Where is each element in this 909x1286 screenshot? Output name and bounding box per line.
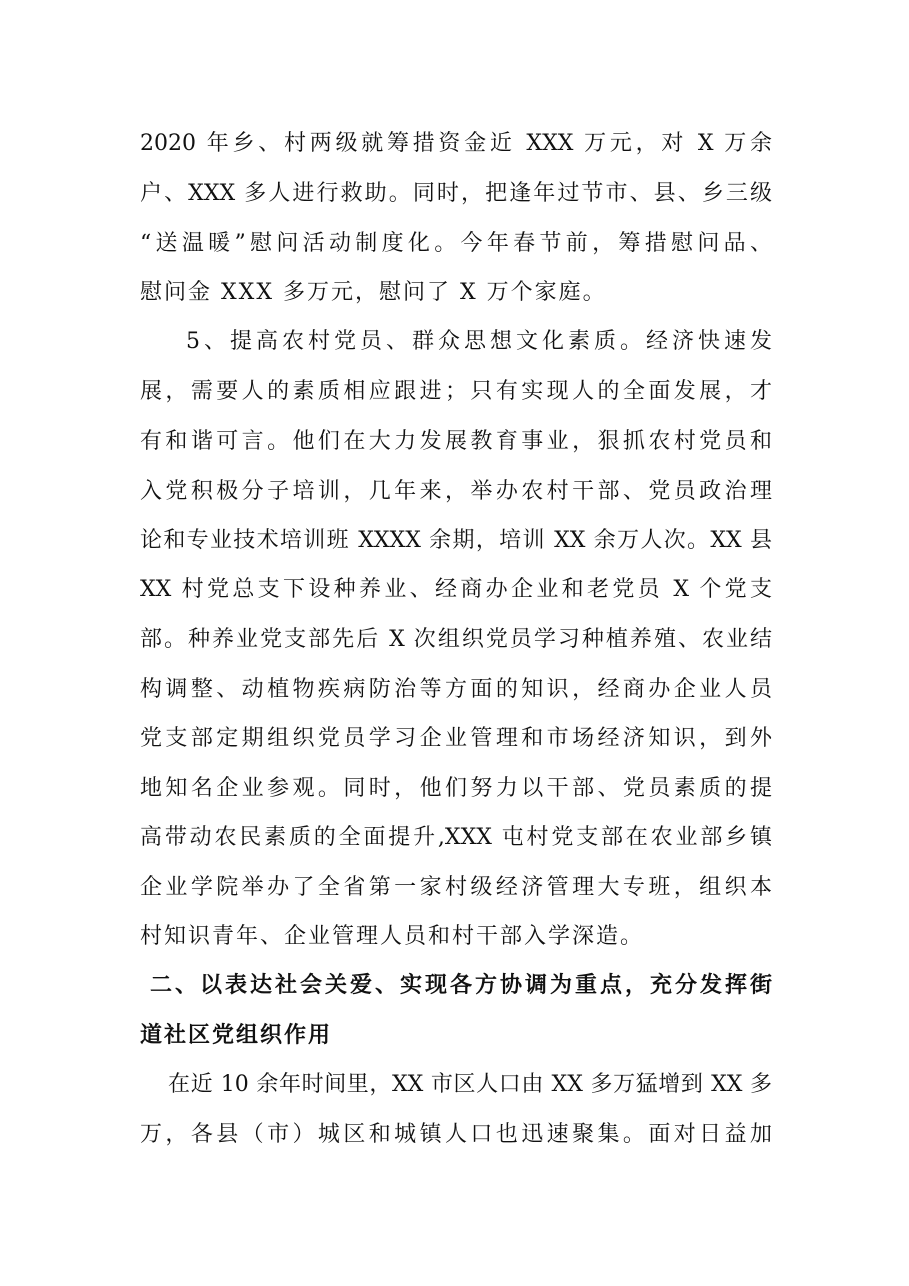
text-line: 党支部定期组织党员学习企业管理和市场经济知识，到外: [140, 726, 772, 751]
text-line: 入党积极分子培训，几年来，举办农村干部、党员政治理: [140, 479, 772, 504]
section-heading: 道社区党组织作用: [140, 1023, 333, 1048]
paragraph-first-line: 5、提高农村党员、群众思想文化素质。经济快速发: [186, 329, 772, 354]
text-line: 部。种养业党支部先后 X 次组织党员学习种植养殖、农业结: [140, 627, 772, 652]
paragraph-first-line: 在近 10 余年时间里，XX 市区人口由 XX 多万猛增到 XX 多: [168, 1072, 772, 1097]
text-line: 高带动农民素质的全面提升,XXX 屯村党支部在农业部乡镇: [140, 825, 772, 850]
text-line: 万，各县（市）城区和城镇人口也迅速聚集。面对日益加: [140, 1122, 772, 1147]
text-line: 慰问金 XXX 多万元，慰问了 X 万个家庭。: [140, 280, 607, 305]
text-line: XX 村党总支下设种养业、经商办企业和老党员 X 个党支: [140, 577, 772, 602]
text-line: 地知名企业参观。同时，他们努力以干部、党员素质的提: [140, 776, 772, 801]
text-line: “送温暖”慰问活动制度化。今年春节前，筹措慰问品、: [140, 231, 772, 256]
section-heading: 二、以表达社会关爱、实现各方协调为重点，充分发挥街: [150, 973, 772, 998]
text-line: 2020 年乡、村两级就筹措资金近 XXX 万元，对 X 万余: [140, 131, 772, 156]
text-line: 论和专业技术培训班 XXXX 余期，培训 XX 余万人次。XX 县: [140, 528, 772, 553]
text-line: 有和谐可言。他们在大力发展教育事业，狠抓农村党员和: [140, 429, 772, 454]
text-line: 构调整、动植物疾病防治等方面的知识，经商办企业人员: [140, 677, 772, 702]
text-line: 展，需要人的素质相应跟进；只有实现人的全面发展，才: [140, 379, 772, 404]
text-line: 村知识青年、企业管理人员和村干部入学深造。: [140, 924, 645, 949]
text-line: 企业学院举办了全省第一家村级经济管理大专班，组织本: [140, 875, 772, 900]
text-line: 户、XXX 多人进行救助。同时，把逢年过节市、县、乡三级: [140, 181, 772, 206]
